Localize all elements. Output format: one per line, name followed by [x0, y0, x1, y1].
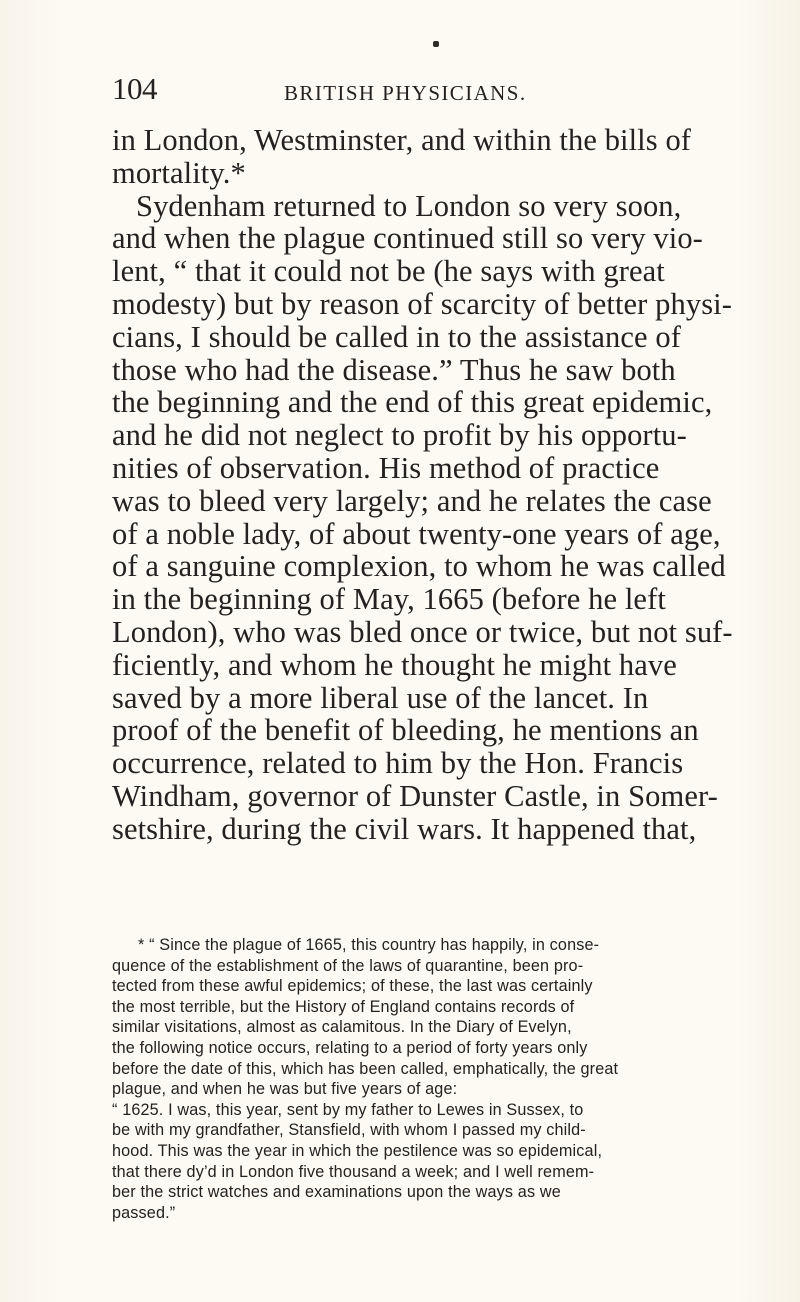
body-line: and he did not neglect to profit by his opportu- [112, 418, 687, 453]
footnote-line: similar visitations, almost as calamitous. In the Diary of Evelyn, [112, 1018, 572, 1037]
printer-mark [433, 41, 439, 47]
footnote-line: plague, and when he was but five years of age: [112, 1080, 458, 1099]
footnote-line: * “ Since the plague of 1665, this country has happily, in conse- [138, 936, 600, 954]
footnote-line: the following notice occurs, relating to a period of forty years only [112, 1038, 588, 1057]
footnote-line: that there dy’d in London five thousand a week; and I well remem- [112, 1162, 595, 1181]
footnote-line: the most terrible, but the History of England contains records of [112, 997, 575, 1016]
body-line: mortality.* [112, 155, 246, 190]
body-line: saved by a more liberal use of the lancet. In [112, 680, 649, 715]
body-line: Sydenham returned to London so very soon, [136, 188, 682, 223]
main-text [112, 124, 732, 846]
page-number: 104 [112, 71, 157, 106]
body-line: nities of observation. His method of practice [112, 450, 660, 485]
body-line: ficiently, and whom he thought he might have [112, 647, 677, 682]
running-head: BRITISH PHYSICIANS. [284, 81, 527, 105]
body-line: proof of the benefit of bleeding, he mentions an [112, 713, 699, 748]
body-line: setshire, during the civil wars. It happened that, [112, 811, 697, 846]
footnote [112, 935, 722, 1223]
footnote-line: hood. This was the year in which the pestilence was so epidemical, [112, 1141, 603, 1160]
page-header [112, 72, 692, 112]
body-line: was to bleed very largely; and he relates the case [112, 483, 712, 518]
body-line: Windham, governor of Dunster Castle, in Somer- [112, 778, 718, 813]
body-line: and when the plague continued still so very vio- [112, 221, 703, 256]
footnote-line: quence of the establishment of the laws of quarantine, been pro- [112, 956, 584, 975]
footnote-line: be with my grandfather, Stansfield, with whom I passed my child- [112, 1121, 586, 1140]
footnote-line: passed.” [112, 1203, 176, 1222]
body-line: those who had the disease.” Thus he saw both [112, 352, 676, 387]
body-line: in the beginning of May, 1665 (before he left [112, 582, 666, 617]
footnote-line: “ 1625. I was, this year, sent by my father to Lewes in Sussex, to [112, 1100, 584, 1119]
body-line: of a noble lady, of about twenty-one years of age, [112, 516, 721, 551]
footnote-line: before the date of this, which has been called, emphatically, the great [112, 1059, 619, 1078]
footnote-line: tected from these awful epidemics; of these, the last was certainly [112, 977, 593, 996]
body-line: cians, I should be called in to the assistance of [112, 319, 681, 354]
body-line: London), who was bled once or twice, but not suf- [112, 614, 733, 649]
body-line: lent, “ that it could not be (he says with great [112, 254, 665, 289]
body-line: of a sanguine complexion, to whom he was called [112, 549, 726, 584]
body-line: in London, Westminster, and within the bills of [112, 123, 692, 157]
footnote-line: ber the strict watches and examinations upon the ways as we [112, 1183, 561, 1202]
body-line: the beginning and the end of this great epidemic, [112, 385, 713, 420]
body-line: occurrence, related to him by the Hon. Francis [112, 746, 684, 781]
body-line: modesty) but by reason of scarcity of better physi- [112, 286, 733, 321]
